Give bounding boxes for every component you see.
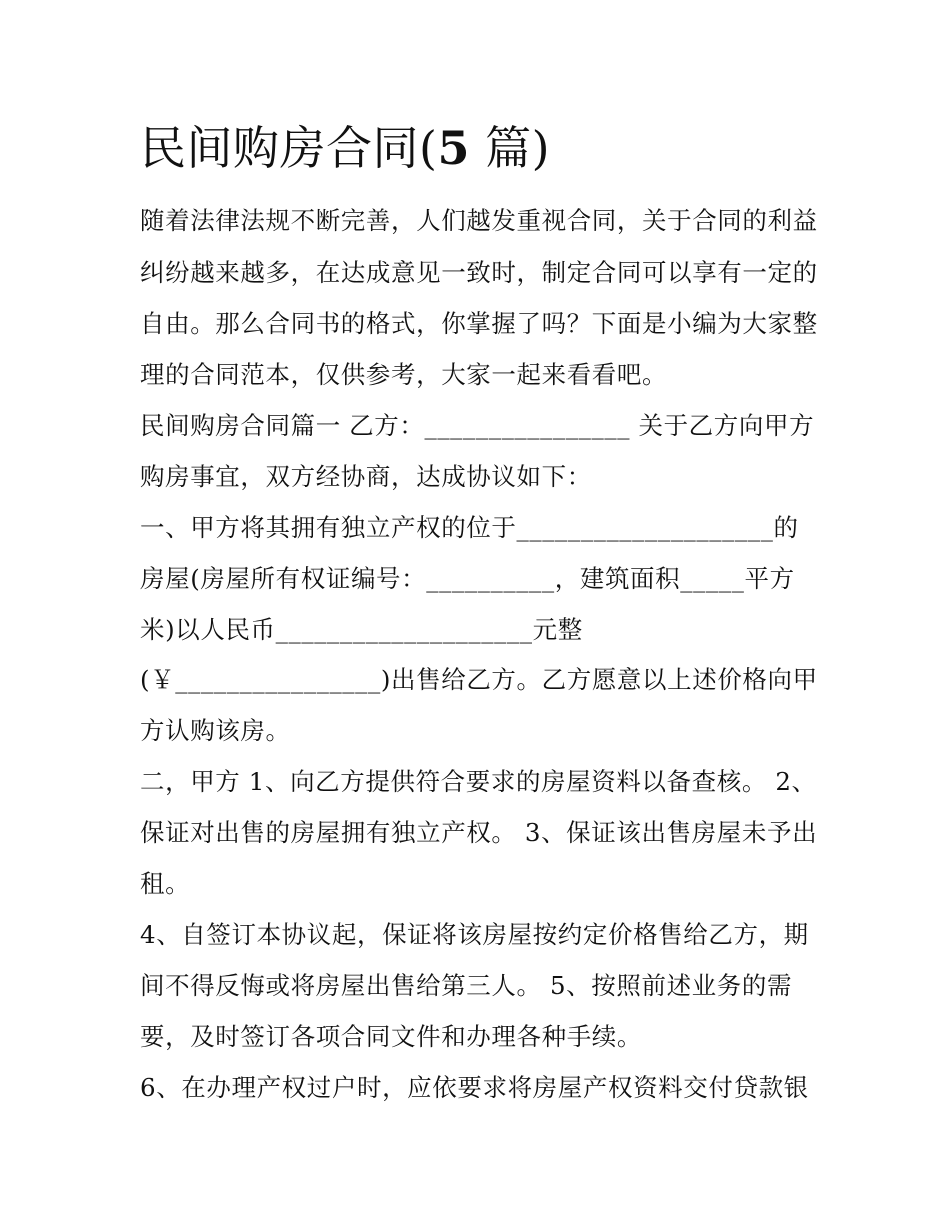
paragraph-line: 纠纷越来越多，在达成意见一致时，制定合同可以享有一定的: [140, 258, 818, 287]
paragraph-line: 自由。那么合同书的格式，你掌握了吗？下面是小编为大家整: [140, 309, 818, 338]
paragraph-line: 保证对出售的房屋拥有独立产权。 3、保证该出售房屋未予出: [140, 818, 818, 847]
paragraph-line: 6、在办理产权过户时，应依要求将房屋产权资料交付贷款银: [140, 1073, 809, 1102]
paragraph-line: 要，及时签订各项合同文件和办理各种手续。: [140, 1022, 642, 1051]
paragraph-line: 理的合同范本，仅供参考，大家一起来看看吧。: [140, 360, 668, 389]
paragraph-line: 民间购房合同篇一 乙方：________________ 关于乙方向甲方: [140, 411, 815, 440]
paragraph-line: 米)以人民币____________________元整: [140, 615, 583, 644]
paragraph-line: 4、自签订本协议起，保证将该房屋按约定价格售给乙方，期: [140, 920, 809, 949]
paragraph-line: 方认购该房。: [140, 716, 291, 745]
title-text-start: 民间购房合同(: [140, 121, 438, 175]
paragraph-line: 一、甲方将其拥有独立产权的位于____________________的: [140, 513, 799, 542]
paragraph-line: 间不得反悔或将房屋出售给第三人。 5、按照前述业务的需: [140, 971, 793, 1000]
paragraph-line: 随着法律法规不断完善，人们越发重视合同，关于合同的利益: [140, 206, 818, 235]
title-number: 5: [437, 121, 470, 175]
paragraph-line: 购房事宜，双方经协商，达成协议如下：: [140, 462, 592, 491]
paragraph-line: 租。: [140, 869, 191, 898]
page-title: [140, 118, 550, 178]
paragraph-line: 二，甲方 1、向乙方提供符合要求的房屋资料以备查核。 2、: [140, 767, 817, 796]
paragraph-line: (￥________________)出售给乙方。乙方愿意以上述价格向甲: [140, 665, 818, 694]
paragraph-line: 房屋(房屋所有权证编号：__________，建筑面积_____平方: [140, 564, 795, 593]
title-text-end: 篇): [469, 121, 551, 175]
